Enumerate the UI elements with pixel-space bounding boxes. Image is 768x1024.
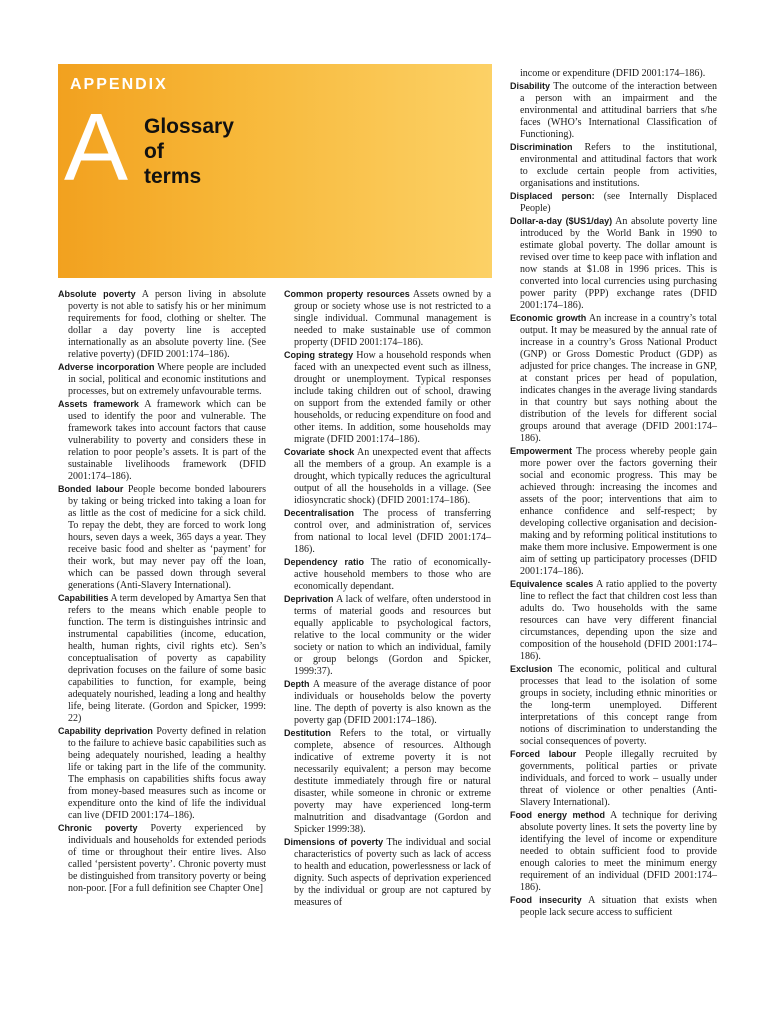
- glossary-term: Food energy method: [510, 810, 606, 820]
- glossary-entry: [284, 507, 491, 556]
- glossary-entry: [510, 190, 717, 215]
- glossary-definition: Where people are included in social, political and economic institutions and processes, but on extremely unfavourable terms.: [68, 362, 266, 397]
- glossary-definition: The process whereby people gain more power over the factors governing their social and economic progress. This may be achieved through: increasing the incomes and assets of the poor; interventions that aim to enhance confidence and self-respect; by developing collective organisation and decision-making and by reforming political institutions to make them more inclusive. Empowerment is one aim of setting up participatory processes (DFID 2001:174–186).: [520, 446, 717, 577]
- glossary-term: Absolute poverty: [58, 289, 136, 299]
- glossary-definition: Refers to the institutional, environmental and attitudinal factors that work to exclude certain people from activities, organisations and institutions.: [520, 142, 718, 189]
- glossary-entry: [510, 748, 717, 809]
- glossary-term: Deprivation: [284, 594, 334, 604]
- glossary-term: Adverse incorporation: [58, 362, 155, 372]
- glossary-definition: An unexpected event that affects all the members of a group. An example is a drought, which typically reduces the agricultural output of all the households in a village. (See idiosyncratic shock) (DFID 2001:174–186).: [294, 447, 492, 506]
- glossary-definition: How a household responds when faced with an unexpected event such as illness, drought or unemployment. Typical responses include taking children out of school, drawing on support from the extended family or other households, or reducing expenditure on food and other items. In addition, some households may migrate (DFID 2001:174–186).: [294, 350, 492, 445]
- glossary-entry: [58, 483, 266, 592]
- glossary-definition: A lack of welfare, often understood in terms of material goods and resources but equally applicable to psychological factors, relative to the local community or the wider society or nation to which an individual, family or group belongs (Gordon and Spicker, 1999:37).: [294, 594, 491, 677]
- glossary-entry: [510, 80, 717, 141]
- glossary-term: Assets framework: [58, 399, 139, 409]
- glossary-definition: A term developed by Amartya Sen that refers to the means which enable people to function. The term is distinguishes intrinsic and instrumental capabilities (income, education, health, human rights, civil rights etc). Sen’s conceptualisation of poverty as capability deprivation focuses on the failure of some basic capabilities to function, for example, being adequately nourished, leading a long and healthy life, being literate. (Gordon and Spicker, 1999: 22): [68, 593, 266, 724]
- glossary-entry: [284, 727, 491, 836]
- glossary-definition: The economic, political and cultural processes that lead to the isolation of some groups in society, including ethnic minorities or the long-term unemployed. Different interpretations of this concept range from notions of discrimination to understanding the social consequences of poverty.: [520, 664, 717, 747]
- glossary-entry: [510, 68, 717, 80]
- glossary-definition: Assets owned by a group or society whose use is not restricted to a single individual. Communal management is needed to make sustainable use of common property (DFID 2001:174–186).: [294, 289, 492, 348]
- glossary-entry: [510, 141, 717, 190]
- glossary-entry: [58, 725, 266, 822]
- glossary-entry: [58, 288, 266, 361]
- glossary-entry: [510, 809, 717, 894]
- glossary-term: Empowerment: [510, 446, 573, 456]
- glossary-definition: Poverty experienced by individuals and households for extended periods of time or throughout their entire lives. Also called ‘persistent poverty’. Chronic poverty must be distinguished from transitory poverty or being non-poor. [For a full definition see Chapter One]: [68, 823, 266, 894]
- glossary-term: Depth: [284, 679, 310, 689]
- glossary-entry: [58, 361, 266, 398]
- glossary-definition: income or expenditure (DFID 2001:174–186).: [520, 68, 706, 79]
- title-line: terms: [144, 165, 202, 188]
- glossary-term: Food insecurity: [510, 895, 582, 905]
- title-line: of: [144, 140, 164, 163]
- glossary-entry: [284, 288, 491, 349]
- glossary-term: Capability deprivation: [58, 726, 153, 736]
- glossary-term: Exclusion: [510, 664, 553, 674]
- glossary-term: Covariate shock: [284, 447, 355, 457]
- glossary-entry: [510, 312, 717, 445]
- glossary-term: Dependency ratio: [284, 557, 364, 567]
- glossary-entry: [284, 446, 491, 507]
- glossary-definition: People become bonded labourers by taking or being tricked into taking a loan for as little as the cost of medicine for a sick child. To repay the debt, they are forced to work long hours, seven days a week, 365 days a year. They receive basic food and shelter as ‘payment’ for their work, but may never pay off the loan, which can be passed down through several generations (Anti-Slavery International).: [68, 484, 266, 591]
- glossary-term: Coping strategy: [284, 350, 354, 360]
- glossary-column-2: [284, 288, 491, 909]
- glossary-definition: The process of transferring control over, and administration of, services from national to local level (DFID 2001:174–186).: [294, 508, 491, 555]
- glossary-entry: [510, 215, 717, 312]
- glossary-entry: [284, 836, 491, 909]
- glossary-entry: [284, 593, 491, 678]
- glossary-definition: People illegally recruited by governments, political parties or private individuals, and forced to work – usually under threat of violence or other penalties (Anti-Slavery International).: [520, 749, 717, 808]
- glossary-entry: [510, 894, 717, 919]
- glossary-entry: [284, 556, 491, 593]
- glossary-definition: A ratio applied to the poverty line to reflect the fact that children cost less than adults do. Two households with the same resources can have very different financial circumstances, depending upon the size and composition of the household (DFID 2001:174–186).: [520, 579, 717, 662]
- glossary-term: Equivalence scales: [510, 579, 594, 589]
- glossary-term: Forced labour: [510, 749, 577, 759]
- glossary-term: Chronic poverty: [58, 823, 138, 833]
- glossary-definition: A person living in absolute poverty is not able to satisfy his or her minimum requirements for food, clothing or shelter. The dollar a day poverty line is accepted internationally as an absolute poverty line. (See relative poverty) (DFID 2001:174–186).: [68, 289, 266, 360]
- glossary-term: Capabilities: [58, 593, 109, 603]
- glossary-definition: The individual and social characteristics of poverty such as lack of access to health and education, powerlessness or lack of dignity. Such aspects of deprivation experienced by the individual or group are not captured by measures of: [294, 837, 491, 908]
- appendix-banner: [58, 64, 492, 278]
- glossary-definition: Refers to the total, or virtually complete, absence of resources. Although indicative of extreme poverty it is not necessarily equivalent; a person may become destitute immediately through fire or natural disaster, while someone in chronic or extreme poverty may have experienced long-term malnutrition and disadvantage (Gordon and Spicker 1999:38).: [294, 728, 491, 835]
- glossary-title: [144, 114, 344, 189]
- title-line: Glossary: [144, 115, 234, 138]
- glossary-entry: [58, 822, 266, 895]
- glossary-entry: [284, 349, 491, 446]
- glossary-entry: [284, 678, 491, 727]
- glossary-term: Economic growth: [510, 313, 587, 323]
- glossary-term: Destitution: [284, 728, 331, 738]
- appendix-label: APPENDIX: [70, 76, 168, 93]
- glossary-term: Displaced person:: [510, 191, 595, 201]
- glossary-definition: The ratio of economically-active household members to those who are economically dependant.: [294, 557, 491, 592]
- glossary-column-3: [510, 68, 717, 919]
- glossary-definition: A situation that exists when people lack secure access to sufficient: [520, 895, 717, 918]
- glossary-term: Dollar-a-day ($US1/day): [510, 216, 613, 226]
- glossary-term: Decentralisation: [284, 508, 355, 518]
- glossary-term: Dimensions of poverty: [284, 837, 384, 847]
- glossary-entry: [510, 663, 717, 748]
- glossary-definition: An absolute poverty line introduced by the World Bank in 1990 to estimate global poverty. The dollar amount is revised over time to keep pace with inflation and now stands at $1.08 in 1996 prices. This is converted into local currencies using purchasing power parity (PPP) exchange rates (DFID 2001:174–186).: [520, 216, 718, 311]
- glossary-definition: An increase in a country’s total output. It may be measured by the annual rate of increase in a country’s Gross National Product (GNP) or Gross Domestic Product (GDP) as adjusted for price changes. The increase in GNP, at constant prices per head of population, indicates changes in the average living standards in that country but says nothing about the distribution of the levels for different social groups around that average (DFID 2001:174–186).: [520, 313, 717, 444]
- glossary-definition: A technique for deriving absolute poverty lines. It sets the poverty line by identifying the level of income or expenditure needed to obtain sufficient food to provide enough calories to meet the minimum energy requirement of an individual (DFID 2001:174–186).: [520, 810, 717, 893]
- glossary-term: Discrimination: [510, 142, 573, 152]
- glossary-column-1: [58, 288, 266, 895]
- glossary-term: Disability: [510, 81, 551, 91]
- glossary-entry: [58, 398, 266, 483]
- glossary-definition: Poverty defined in relation to the failure to achieve basic capabilities such as being adequately nourished, leading a healthy life or taking part in the life of the community. The emphasis on capabilities shifts focus away from money-based measures such as income or expenditure onto the kind of life the individual can live (DFID 2001:174–186).: [68, 726, 267, 821]
- glossary-definition: The outcome of the interaction between a person with an impairment and the environmental and attitudinal barriers that s/he faces (WHO’s International Classification of Functioning).: [520, 81, 717, 140]
- glossary-entry: [510, 578, 717, 663]
- glossary-definition: A measure of the average distance of poor individuals or households below the poverty line. The depth of poverty is also known as the poverty gap (DFID 2001:174–186).: [294, 679, 491, 726]
- glossary-term: Common property resources: [284, 289, 410, 299]
- appendix-letter: A: [64, 94, 129, 201]
- glossary-term: Bonded labour: [58, 484, 124, 494]
- glossary-definition: (see Internally Displaced People): [520, 191, 717, 214]
- glossary-definition: A framework which can be used to identify the poor and vulnerable. The framework takes into account factors that cause vulnerability to poverty and considers these in relation to poor people’s assets. It is part of the sustainable livelihoods framework (DFID 2001:174–186).: [68, 399, 266, 482]
- glossary-entry: [510, 445, 717, 578]
- glossary-entry: [58, 592, 266, 725]
